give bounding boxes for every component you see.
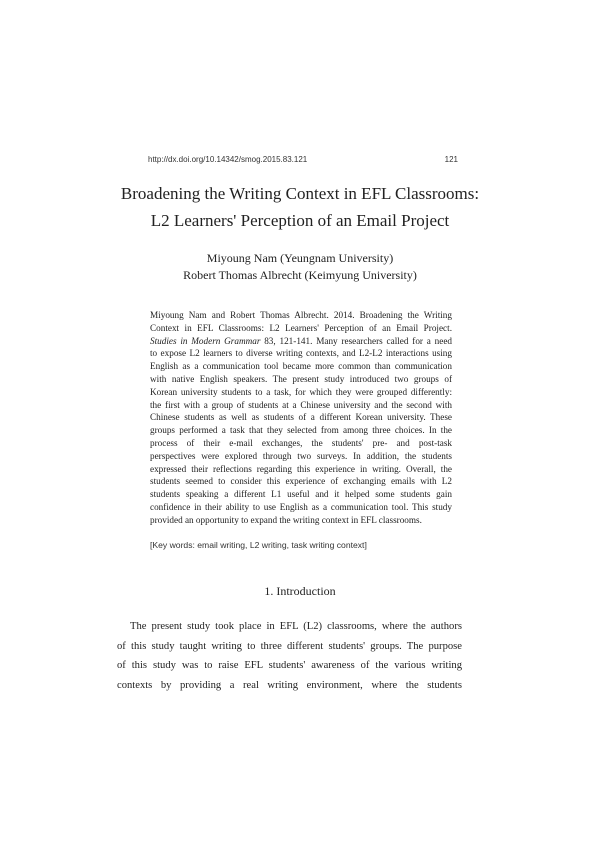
abstract-line: Context in EFL Classrooms: L2 Learners' Perception of an Email Project. bbox=[150, 322, 452, 333]
abstract-line: students seemed to consider this experience of exchanging emails with L2 bbox=[150, 476, 452, 487]
abstract-line: with native English speakers. The present study introduced two groups of bbox=[150, 373, 452, 384]
abstract-line: perspectives were explored through two surveys. In addition, the students bbox=[150, 450, 452, 461]
abstract-line bbox=[150, 335, 452, 348]
running-header bbox=[148, 155, 458, 169]
author-2: Robert Thomas Albrecht (Keimyung University) bbox=[183, 268, 417, 282]
body-line: The present study took place in EFL (L2) classrooms, where the authors bbox=[130, 621, 462, 632]
abstract-line: groups performed a task that they selected from among three choices. In the bbox=[150, 425, 452, 436]
body-line: of this study was to raise EFL students' awareness of the various writing bbox=[117, 660, 462, 672]
body-line: of this study taught writing to three different students' groups. The purpose bbox=[117, 640, 462, 652]
abstract-line: Miyoung Nam and Robert Thomas Albrecht. 2014. Broadening the Writing bbox=[150, 310, 452, 320]
author-1: Miyoung Nam (Yeungnam University) bbox=[206, 251, 394, 265]
abstract-line: confidence in their ability to use English as a communication tool. This study bbox=[150, 501, 452, 512]
abstract-line: process of their e-mail exchanges, the students' pre- and post-task bbox=[150, 437, 452, 448]
paper-title bbox=[100, 180, 500, 234]
citation-rest: 83, 121-141. Many researchers called for a need bbox=[260, 335, 452, 346]
abstract-line: the first with a group of students at a Chinese university and the second with bbox=[150, 399, 452, 410]
introduction-body bbox=[117, 617, 462, 695]
abstract-line: expressed their reflections regarding this experience in writing. Overall, the bbox=[150, 463, 452, 474]
title-line-1: Broadening the Writing Context in EFL Classrooms: bbox=[120, 184, 480, 203]
abstract-line: Korean university students to a task, for which they were grouped differently: bbox=[150, 386, 452, 397]
journal-name: Studies in Modern Grammar bbox=[150, 335, 261, 346]
page-number: 121 bbox=[444, 155, 458, 164]
abstract-line: provided an opportunity to expand the writing context in EFL classrooms. bbox=[150, 514, 422, 525]
abstract-line: Chinese students as well as students of a different Korean university. These bbox=[150, 412, 452, 423]
body-line: contexts by providing a real writing environment, where the students bbox=[117, 679, 462, 691]
abstract-line: to expose L2 learners to diverse writing contexts, and L2-L2 interactions using bbox=[150, 348, 452, 359]
author-list bbox=[100, 250, 500, 284]
doi-link[interactable]: http://dx.doi.org/10.14342/smog.2015.83.121 bbox=[148, 155, 308, 164]
section-heading-introduction: 1. Introduction bbox=[264, 584, 336, 598]
keywords: [Key words: email writing, L2 writing, task writing context] bbox=[150, 540, 367, 550]
abstract-line: students speaking a different L1 useful and it helped some students gain bbox=[150, 489, 452, 500]
abstract-line: English as a communication tool became more common than communication bbox=[150, 361, 452, 372]
abstract bbox=[150, 309, 452, 527]
title-line-2: L2 Learners' Perception of an Email Project bbox=[150, 211, 450, 230]
